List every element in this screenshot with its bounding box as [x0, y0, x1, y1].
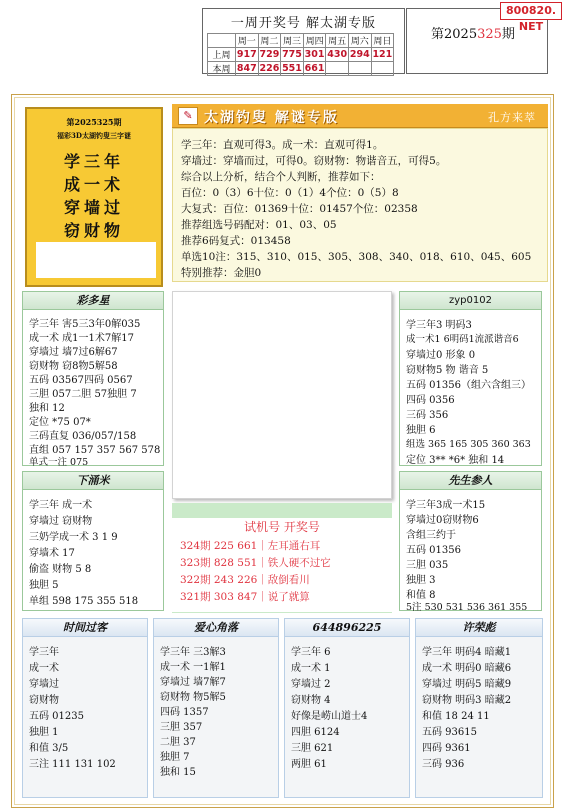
list-item: 独胆 3	[406, 575, 436, 586]
trial-row: 321期 303 847｜说了就算	[180, 591, 310, 603]
row-label: 上周	[208, 48, 236, 62]
list-item: 和值 18 24 11	[422, 711, 490, 722]
zyp-title: zyp0102	[400, 292, 541, 310]
list-item: 独胆 7	[160, 752, 190, 763]
list-item: 5注 530 531 536 361 355	[406, 602, 528, 613]
list-item: 独和 12	[29, 403, 65, 414]
main-line: 综合以上分析，结合个人判断，推荐如下：	[181, 171, 381, 183]
main-title: 太湖钓叟 解谜专版	[204, 110, 339, 126]
list-item: 单组 598 175 355 518	[29, 596, 139, 607]
main-line: 单选10注：315、310、015、305、308、340、018、610、045、605	[181, 251, 532, 263]
day-header: 周四	[303, 34, 326, 48]
draw-number: 121	[372, 49, 393, 60]
list-item: 三胆 035	[406, 560, 449, 571]
day-header: 周二	[258, 34, 281, 48]
list-item: 三胆 357	[160, 722, 203, 733]
list-item: 穿墙过0 形象 0	[406, 350, 476, 361]
trial-draw-title: 试机号 开奖号	[244, 520, 320, 534]
list-item: 穿墙过 明码5 暗藏9	[422, 679, 512, 690]
xiayongmi-box	[22, 471, 164, 611]
main-line: 百位：0（3）6十位：0（1）4个位：0（5）8	[181, 187, 399, 199]
list-item: 定位 *75 07*	[29, 417, 91, 428]
card-riddle-line: 窃财物	[63, 221, 124, 240]
list-item: 和值 3/5	[29, 743, 69, 754]
list-item: 窃财物5 物 谐音 5	[406, 365, 489, 376]
list-item: 穿墙术 17	[29, 548, 75, 559]
list-item: 四码 0356	[406, 395, 455, 406]
day-header: 周一	[236, 34, 259, 48]
list-item: 五码 03567四码 0567	[29, 375, 133, 386]
list-item: 两胆 61	[291, 759, 327, 770]
list-item: 五码 01356	[406, 545, 461, 556]
list-item: 独胆 6	[406, 425, 436, 436]
list-item: 窃财物 窃8物5解58	[29, 361, 118, 372]
main-author: 孔方来萃	[488, 111, 536, 124]
xiansheng-title: 先生参人	[400, 472, 541, 490]
list-item: 好像是崂山道士4	[291, 711, 368, 722]
list-item: 三注 111 131 102	[29, 759, 116, 770]
list-item: 四码 9361	[422, 743, 471, 754]
draw-number: 775	[282, 49, 302, 60]
list-item: 独胆 1	[29, 727, 59, 738]
draw-number: 301	[304, 49, 325, 60]
main-line: 穿墙过：穿墙而过，可得0。窃财物：物谐音五，可得5。	[181, 155, 447, 167]
draw-number	[326, 62, 349, 76]
list-item: 二胆 37	[160, 737, 196, 748]
book-icon: ✎	[178, 107, 198, 125]
main-body	[172, 128, 548, 282]
list-item: 和值 8	[406, 590, 436, 601]
list-item: 四胆 6124	[291, 727, 340, 738]
bottom-column-3	[284, 618, 410, 798]
trial-row: 324期 225 661｜左耳通右耳	[180, 540, 321, 552]
draw-number: 294	[349, 49, 370, 60]
day-header: 周五	[326, 34, 349, 48]
list-item: 学三年	[29, 647, 59, 658]
draw-number: 551	[282, 63, 302, 74]
weekly-draw-box	[202, 8, 405, 74]
list-item: 偷盗 财物 5 8	[29, 564, 92, 575]
column-title: 许荣彪	[416, 619, 542, 637]
list-item: 成一术	[29, 663, 59, 674]
trial-row: 323期 828 551｜铁人硬不过它	[180, 557, 331, 569]
list-item: 窃财物 4	[291, 695, 331, 706]
list-item: 三奶学成一术 3 1 9	[29, 532, 118, 543]
list-item: 穿墙过 墙7过6解67	[29, 347, 118, 358]
table-row	[208, 48, 394, 62]
main-line: 推荐组选号码配对：01、03、05	[181, 219, 337, 231]
column-title: 时间过客	[23, 619, 147, 637]
list-item: 组选 365 165 305 360 363	[406, 439, 531, 450]
list-item: 穿墙过 2	[291, 679, 331, 690]
period-label: 第2025325期	[431, 27, 515, 42]
list-item: 五码 01356（组六含组三）	[406, 380, 531, 391]
list-item: 窃财物	[29, 695, 59, 706]
list-item: 独胆 5	[29, 580, 59, 591]
card-subtitle: 福彩3D太湖钓叟三字谜	[57, 131, 131, 140]
list-item: 学三年 三3解3	[160, 647, 226, 658]
card-blank-area	[36, 242, 156, 278]
column-title: 爱心角落	[154, 619, 278, 637]
xiansheng-box	[399, 471, 542, 611]
list-item: 学三年 害5三3年0解035	[29, 319, 141, 330]
center-blank-panel	[172, 291, 392, 499]
day-header: 周三	[281, 34, 304, 48]
weekly-draw-title: 一周开奖号 解太湖专版	[230, 16, 377, 31]
draw-number: 661	[304, 63, 325, 74]
list-item: 窃财物 物5解5	[160, 692, 226, 703]
trial-draw-box	[172, 518, 392, 612]
caiduoxing-title: 彩多星	[23, 292, 163, 310]
xiayongmi-title: 下涌米	[23, 472, 163, 490]
bottom-column-1	[22, 618, 148, 798]
card-riddle-line: 穿墙过	[63, 198, 124, 217]
list-item: 定位 3** *6* 独和 14	[406, 455, 505, 466]
draw-number: 430	[327, 49, 348, 60]
row-label: 本周	[208, 62, 236, 76]
trial-row: 322期 243 226｜敌倒看川	[180, 574, 310, 586]
table-header-row	[208, 34, 394, 48]
list-item: 单式一注 075	[29, 457, 89, 468]
list-item: 学三年 明码4 暗藏1	[422, 647, 512, 658]
list-item: 四码 1357	[160, 707, 209, 718]
list-item: 学三年 成一术	[29, 500, 93, 511]
day-header: 周日	[371, 34, 394, 48]
draw-number	[348, 62, 371, 76]
list-item: 成一术 明码0 暗藏6	[422, 663, 512, 674]
list-item: 穿墙过	[29, 679, 59, 690]
list-item: 穿墙过 窃财物	[29, 516, 93, 527]
list-item: 学三年3成一术15	[406, 500, 486, 511]
table-row	[208, 62, 394, 76]
draw-number	[371, 62, 394, 76]
site-watermark[interactable]: 800820. NET	[500, 2, 562, 20]
list-item: 学三年3 明码3	[406, 320, 472, 331]
list-item: 成一术 成1一1术7解17	[29, 333, 134, 344]
period-number: 325	[477, 27, 502, 42]
card-riddle-line: 成一术	[63, 175, 124, 194]
bottom-column-4	[415, 618, 543, 798]
main-line: 特别推荐：金胆0	[181, 267, 262, 279]
main-line: 学三年：直观可得3。成一术：直观可得1。	[181, 139, 384, 151]
list-item: 三码直复 036/057/158	[29, 431, 137, 442]
list-item: 成一术 一1解1	[160, 662, 226, 673]
zyp-box	[399, 291, 542, 466]
list-item: 直组 057 157 357 567 578	[29, 445, 161, 456]
list-item: 成一术1 6明码1流派谐音6	[406, 334, 519, 345]
list-item: 五码 93615	[422, 727, 477, 738]
main-title-bar	[172, 104, 548, 128]
draw-number: 847	[236, 63, 257, 74]
card-riddle-line: 学三年	[63, 152, 124, 171]
draw-number: 729	[259, 49, 280, 60]
list-item: 三胆 057二胆 57独胆 7	[29, 389, 137, 400]
list-item: 独和 15	[160, 767, 196, 778]
caiduoxing-box	[22, 291, 164, 466]
column-title: 644896225	[285, 619, 409, 637]
main-line: 推荐6码复式：013458	[181, 235, 291, 247]
riddle-card	[25, 107, 163, 287]
card-issue: 第2025325期	[66, 117, 122, 127]
list-item: 学三年 6	[291, 647, 331, 658]
bottom-column-2	[153, 618, 279, 798]
list-item: 三码 936	[422, 759, 465, 770]
weekly-draw-table	[207, 33, 394, 76]
list-item: 含组三约于	[406, 530, 456, 541]
list-item: 三胆 621	[291, 743, 334, 754]
list-item: 穿墙过 墙7解7	[160, 677, 226, 688]
day-header: 周六	[348, 34, 371, 48]
list-item: 窃财物 明码3 暗藏2	[422, 695, 512, 706]
list-item: 五码 01235	[29, 711, 84, 722]
draw-number: 917	[236, 49, 257, 60]
list-item: 三码 356	[406, 410, 449, 421]
list-item: 成一术 1	[291, 663, 331, 674]
draw-number: 226	[259, 63, 280, 74]
main-line: 大复式：百位：01369十位：01457个位：02358	[181, 203, 418, 215]
list-item: 穿墙过0窃财物6	[406, 515, 479, 526]
